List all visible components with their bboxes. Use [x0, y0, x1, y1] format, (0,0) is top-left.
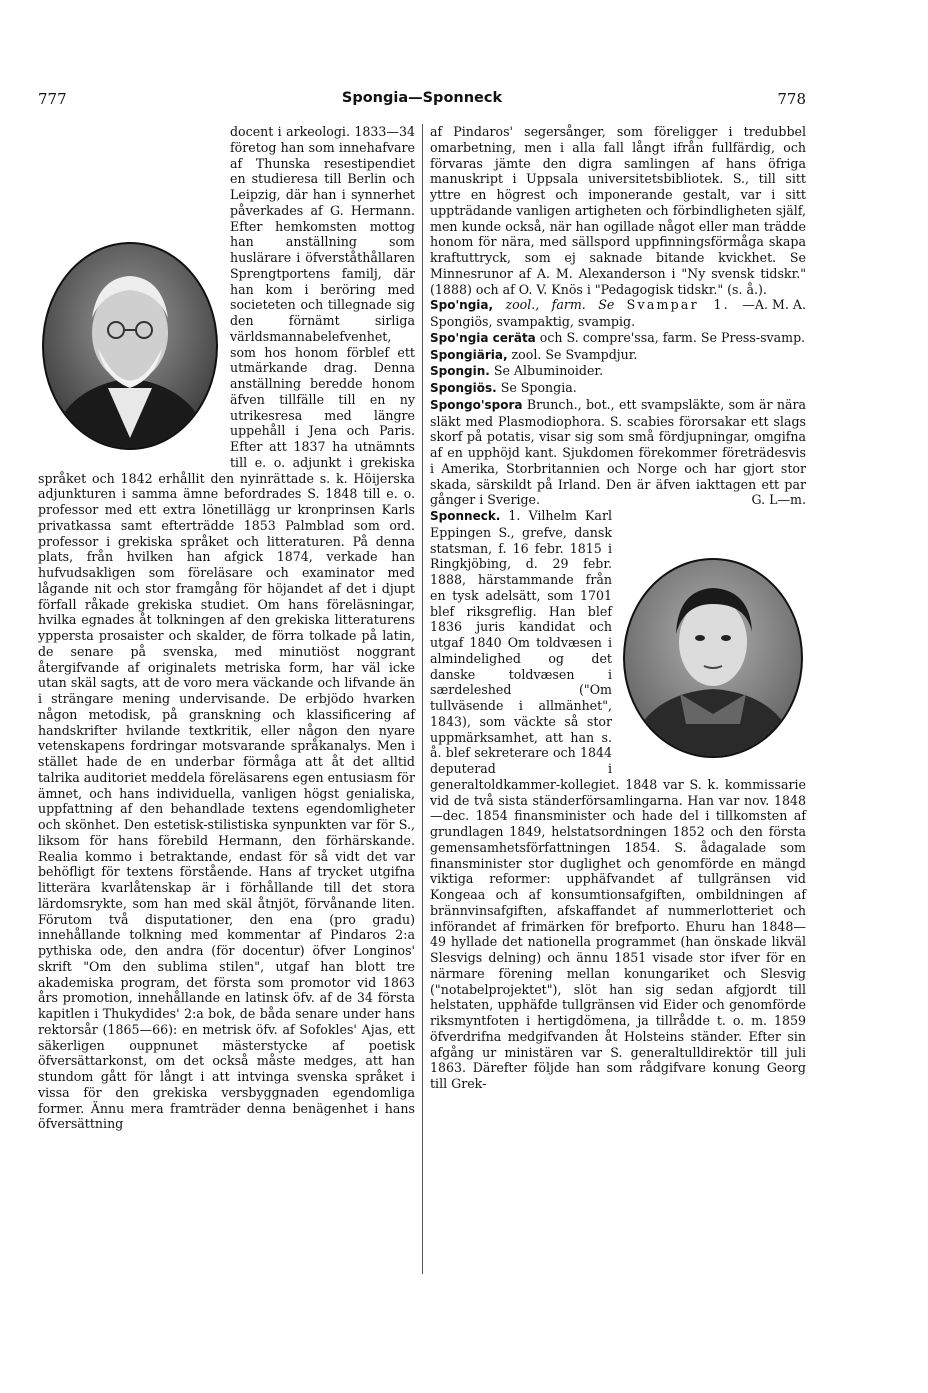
entry-spongiaria: [430, 347, 806, 364]
entry-spongospora: [430, 397, 806, 508]
entry-spongios: [430, 380, 806, 397]
page-header: [38, 90, 806, 110]
entry-spongospora-text: Brunch., bot., ett svampsläkte, som är nära släkt med Plasmodiophora. S. scabies förorsakar ett slags skorf på potatis, visar sig som små fördjupningar, omgifna af en upphöjd kant. Sjukdomen förekommer företrädesvis i Amerika, Storbritannien och Norge och har gjort stor skada, särskildt på Irland. Den är äfven iakttagen ett par gånger i Sverige.: [430, 396, 806, 508]
headword-spongia: Spo'ngia,: [430, 298, 494, 313]
headword-spongia-cerata: Spo'ngia ceräta: [430, 330, 536, 345]
headword-spongiaria: Spongiäria,: [430, 347, 508, 362]
left-column: [38, 124, 415, 1132]
entry-spongia-ref: Svampar 1.: [626, 297, 730, 313]
entry-spongin-text: Se Albuminoider.: [493, 363, 604, 379]
signature-glm: G. L—m.: [751, 492, 806, 508]
entry-spongia-cerata: [430, 330, 806, 347]
entry-spongiaria-text: zool. Se Svampdjur.: [511, 346, 638, 362]
headword-sponneck: Sponneck.: [430, 509, 501, 523]
column-divider: [422, 124, 423, 1274]
running-title: Spongia—Sponneck: [341, 90, 503, 106]
headword-spongospora: Spongo'spora: [430, 397, 523, 412]
entry-spongia: [430, 297, 806, 330]
page-number-right: 778: [777, 90, 806, 108]
headword-spongin: Spongin.: [430, 364, 490, 379]
entry-spongia-rest: — Spongiös, svampaktig, svampig.: [430, 297, 755, 329]
entry-spongia-text: zool., farm. Se: [505, 297, 615, 313]
article-text-left: docent i arkeologi. 1833—34 företog han som innehafvare af Thunska resestipendiet en studieresa till Berlin och Leipzig, där han i synnerhet påverkades af G. Hermann. Efter hemkomsten mottog han anställning som huslärare i öfverståthållaren Sprengtportens familj, där han kom i beröring med societeten och tillegnade sig den förnämt sirliga världsmannabelefvenhet, som hos honom förblef ett utmärkande drag. Denna anställning beredde honom äfven tillfälle till en ny utrikesresa med längre uppehåll i Jena och Paris. Efter att 1837 ha utnämnts till e. o. adjunkt i grekiska språket och 1842 erhållit den nyinrättade s. k. Höijerska adjunkturen i samma ämne befordrades S. 1848 till e. o. professor med ett extra lönetillägg ur kronprinsen Karls privatkassa samt efterträdde 1853 Palmblad som ord. professor i grekiska språket och litteraturen. På denna plats, från hvilken han afgick 1874, verkade han hufvudsakligen som föreläsare och examinator med lågande nit och stor framgång för höjandet af det i djupt förfall råkade grekiska studiet. Om hans föreläsningar, hvilka egnades åt tolkningen af den grekiska litteraturens yppersta prosaister och skalder, de förra tolkade på latin, de senare på svenska, med minutiöst noggrant återgifvande af originalets metriska form, har väl icke utan skäl sagts, att de voro mera väckande och lifvande än i strängare mening undervisande. De erbjödo hvarken någon metodisk, på granskning och klassificering af handskrifter hvilande textkritik, eller någon den nyare vetenskapens fordringar motsvarande språkanalys. Men i stället hade de en underbar förmåga att åt det alltid talrika auditoriet meddela föreläsarens egen entusiasm för ämnet, och hans individuella, vanligen högst genialiska, uppfattning af den behandlade textens egendomligheter och skönhet. Den estetisk-stilistiska synpunkten var för S., liksom för hans förebild Hermann, den förhärskande. Realia kommo i betraktande, endast för så vidt det var behöfligt för textens förstående. Hans af trycket utgifna litterära kvarlåtenskap är i förhållande till det stora lärdomsrykte, som han med skäl åtnjöt, förvånande liten. Förutom två disputationer, den ena (pro gradu) innehållande tolkning med kommentar af Pindaros 2:a pythiska ode, den andra (för docentur) öfver Longinos' skrift "Om den sublima stilen", utgaf han blott tre akademiska program, det första som promotor vid 1863 års promotion, innehållande en latinsk öfv. af de 34 första kapitlen i Thukydides' 2:a bok, de båda senare under hans rektorsår (1865—66): en metrisk öfv. af Sofokles' Ajas, ett säkerligen ouppnunet mästerstycke af poetisk öfversättarkonst, om det också måste medges, att han stundom gått för långt i att intvinga svenska språket i vissa för den grekiska versbyggnaden egendomliga former. Ännu mera framträder denna benägenhet i hans öfversättning: [38, 124, 415, 1132]
portrait-image-sponneck: [620, 554, 806, 762]
portrait-image-elderly-man: [38, 238, 222, 454]
article-continuation: af Pindaros' segersånger, som föreligger i tredubbel omarbetning, men i alla fall långt ifrån fullfärdig, och förvaras jämte den digra samlingen af hans öfriga manuskript i Uppsala universitetsbibliotek. S., till sitt yttre en högrest och imponerande gestalt, var i sitt uppträdande vanligen artigheten och förbindligheten själf, men kunde också, när han ogillade något eller man trädde honom för nära, med sällspord uppfinningsförmåga skapa kraftuttryck, som ej saknade bitande kvickhet. Se Minnesrunor af A. M. Alexanderson i "Ny svensk tidskr." (1888) och af O. V. Knös i "Pedagogisk tidskr." (s. å.).: [430, 124, 806, 297]
entry-spongia-cerata-text: och S. compre'ssa, farm. Se Press-svamp.: [539, 329, 806, 345]
right-column: [430, 124, 806, 1092]
headword-spongios: Spongiös.: [430, 381, 497, 395]
page-number-left: 777: [38, 90, 67, 108]
entry-sponneck-text: 1. Vilhelm Karl Eppingen S., grefve, dansk statsman, f. 16 febr. 1815 i Ringkjöbing, d. 29 febr. 1888, härstammande från en tysk adelsätt, som 1701 blef riksgreflig. Han blef 1836 juris kandidat och utgaf 1840 Om toldvæsen i almindelighed og det danske toldvæsen i særdeleshed ("Om tullväsende i allmänhet", 1843), som väckte så stor uppmärksamhet, att han s. å. blef sekreterare och 1844 deputerad i generaltoldkammer-kollegiet. 1848 var S. k. kommissarie vid de två sista ständerförsamlingarna. Han var nov. 1848—dec. 1854 finansminister och hade del i tillkomsten af grundlagen 1849, helstatsordningen 1852 och den första gemensamhetsförfattningen 1854. S. ådagalade som finansminister stor duglighet och genomförde en mängd viktiga reformer: upphäfvandet af tullgränsen vid Kongeaa och af konsumtionsafgiften, ombildningen af brännvinsafgiften, afskaffandet af nummerlotteriet och införandet af frimärken för brefporto. Ehuru han 1848—49 hyllade det nationella programmet (han önskade likväl Slesvigs delning) och ännu 1851 visade stor ifver för en närmare förening mellan konungariket och Slesvig ("notabelprojektet"), slöt han sig sedan afgjordt till helstaten, upphäfde tullgränsen vid Eider och genomförde riksmyntfoten i hertigdömena, ja tillrådde t. o. m. 1859 öfverdrifna medgifvanden åt Holsteins ständer. Efter sin afgång ur ministären var S. generaltulldirektör till juli 1863. Därefter följde han som rådgifvare konung Georg till Grek-: [430, 508, 806, 1091]
entry-spongin: [430, 363, 806, 380]
entry-spongios-text: Se Spongia.: [500, 380, 577, 395]
signature-ama: A. M. A.: [754, 297, 806, 313]
